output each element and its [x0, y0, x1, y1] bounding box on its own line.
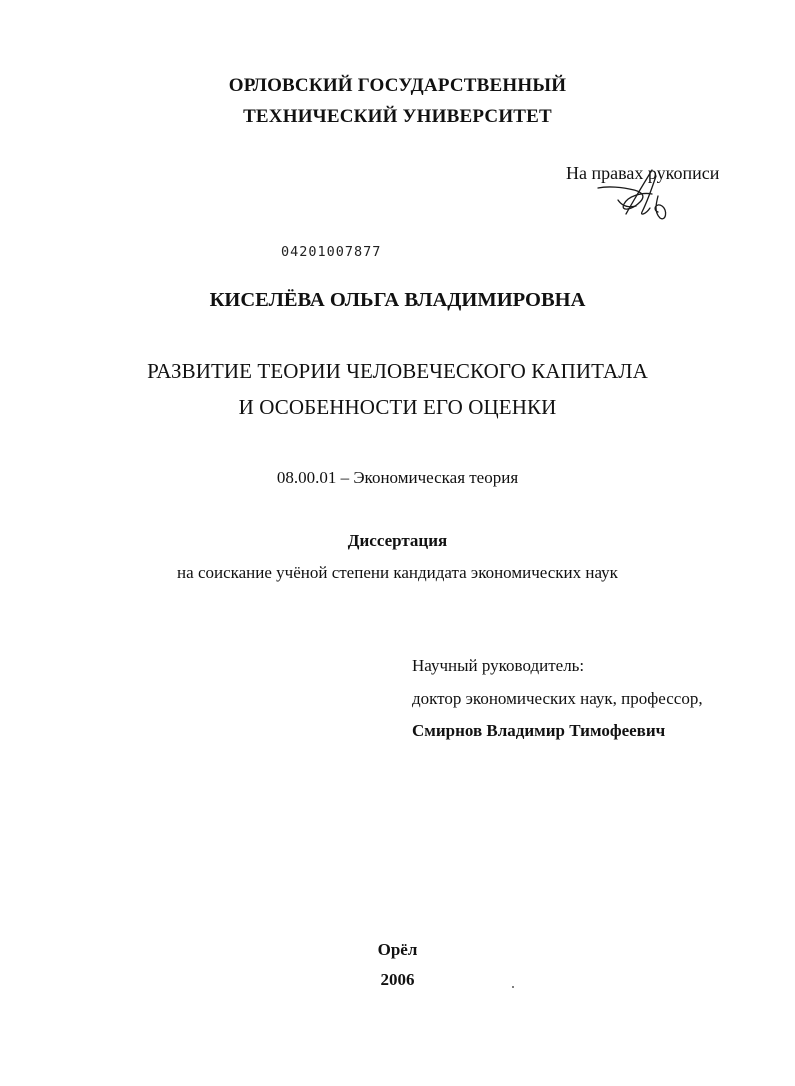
author-name: КИСЕЛЁВА ОЛЬГА ВЛАДИМИРОВНА [209, 289, 586, 311]
degree-statement: на соискание учёной степени кандидата экономических наук [177, 563, 618, 582]
university-name-line1: ОРЛОВСКИЙ ГОСУДАРСТВЕННЫЙ [228, 75, 567, 96]
city: Орёл [377, 940, 418, 959]
year: 2006 [380, 970, 415, 989]
university-name-line2: ТЕХНИЧЕСКИЙ УНИВЕРСИТЕТ [243, 106, 552, 127]
document-type: Диссертация [347, 531, 448, 550]
advisor-credentials: доктор экономических наук, профессор, [412, 689, 703, 708]
thesis-title-line1: РАЗВИТИЕ ТЕОРИИ ЧЕЛОВЕЧЕСКОГО КАПИТАЛА [147, 359, 648, 383]
manuscript-rights-label: На правах рукописи [566, 163, 720, 183]
inventory-number: 04201007877 [281, 244, 382, 260]
specialty-code: 08.00.01 – Экономическая теория [276, 468, 519, 487]
thesis-title-line2: И ОСОБЕННОСТИ ЕГО ОЦЕНКИ [238, 395, 557, 419]
signature-icon [596, 166, 680, 232]
scan-speck [512, 986, 514, 988]
advisor-label: Научный руководитель: [412, 656, 585, 675]
advisor-name: Смирнов Владимир Тимофеевич [412, 721, 666, 740]
